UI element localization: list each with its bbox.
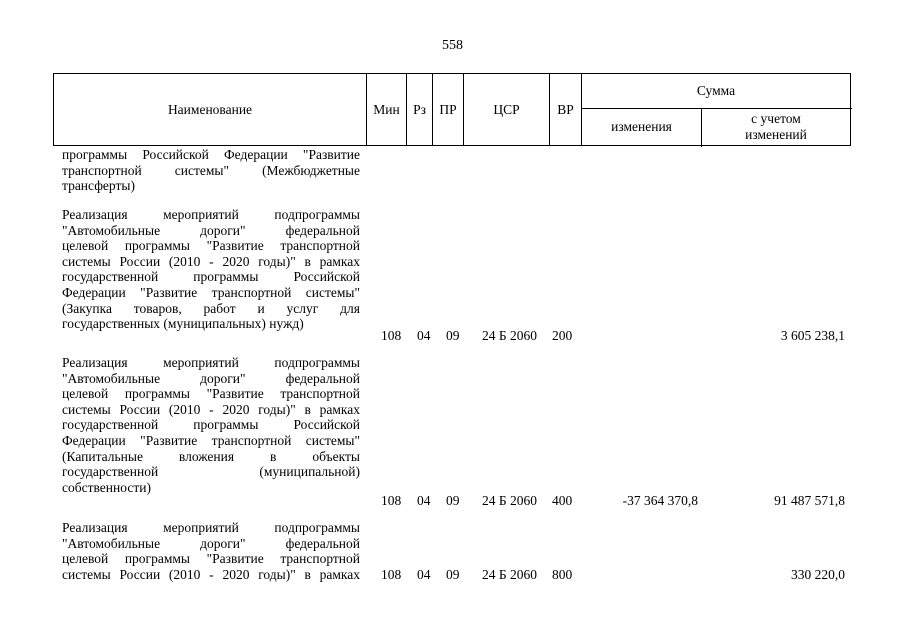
row-name-line: программы Российской Федерации "Развитие <box>62 147 360 162</box>
cell-rz: 04 <box>417 567 431 582</box>
header-pr: ПР <box>439 101 457 117</box>
header-s-uchetom-line2: изменений <box>745 127 807 142</box>
row-name-line: транспортной системы" (Межбюджетные <box>62 162 360 178</box>
header-vr: ВР <box>557 101 574 117</box>
cell-pr: 09 <box>446 567 460 582</box>
row-name-line: Реализация мероприятий подпрограммы <box>62 520 360 535</box>
row-name-line: собственности) <box>62 479 151 495</box>
row-name-line: системы России (2010 - 2020 годы)" в рамках <box>62 253 360 269</box>
row-name-line: Федерации "Развитие транспортной системы" <box>62 432 360 448</box>
cell-csr: 24 Б 2060 <box>482 567 538 582</box>
cell-pr: 09 <box>446 328 460 343</box>
cell-csr: 24 Б 2060 <box>482 328 538 343</box>
row-name-line: Реализация мероприятий подпрограммы <box>62 355 360 370</box>
cell-min: 108 <box>381 567 402 582</box>
row-name <box>62 355 360 495</box>
cell-total: 91 487 571,8 <box>774 493 845 508</box>
row-name-line: государственной программы Российской <box>62 417 360 433</box>
row-name-line: целевой программы "Развитие транспортной <box>62 238 360 254</box>
cell-csr: 24 Б 2060 <box>482 493 538 508</box>
row-name-line: системы России (2010 - 2020 годы)" в рамках <box>62 401 360 417</box>
table-header <box>53 73 851 146</box>
row-name-line: целевой программы "Развитие транспортной <box>62 551 360 567</box>
cell-vr: 200 <box>552 328 573 343</box>
cell-vr: 400 <box>552 493 573 508</box>
header-s-uchetom-line1: с учетом <box>751 111 801 126</box>
header-name: Наименование <box>167 101 253 117</box>
header-rz: Рз <box>413 101 426 117</box>
row-name-line: (Капитальные вложения в объекты <box>62 448 360 464</box>
cell-min: 108 <box>381 328 402 343</box>
cell-min: 108 <box>381 493 402 508</box>
row-name <box>62 207 360 332</box>
cell-vr: 800 <box>552 567 573 582</box>
page-number: 558 <box>442 38 463 53</box>
cell-rz: 04 <box>417 328 431 343</box>
row-name-line: "Автомобильные дороги" федеральной <box>62 222 360 238</box>
cell-izmeneniya: -37 364 370,8 <box>622 493 698 508</box>
row-name-line: Реализация мероприятий подпрограммы <box>62 207 360 222</box>
row-name <box>62 147 360 194</box>
cell-pr: 09 <box>446 493 460 508</box>
row-name-line: государственных (муниципальных) нужд) <box>62 316 304 332</box>
row-name-line: (Закупка товаров, работ и услуг для <box>62 300 360 316</box>
cell-rz: 04 <box>417 493 431 508</box>
cell-total: 3 605 238,1 <box>780 328 845 343</box>
row-name-line: Федерации "Развитие транспортной системы" <box>62 284 360 300</box>
row-name-line: "Автомобильные дороги" федеральной <box>62 370 360 386</box>
header-summa: Сумма <box>696 83 736 98</box>
cell-total: 330 220,0 <box>791 567 845 582</box>
row-name-line: целевой программы "Развитие транспортной <box>62 386 360 402</box>
row-name-line: "Автомобильные дороги" федеральной <box>62 535 360 551</box>
row-name <box>62 520 360 582</box>
header-s-uchetom <box>702 109 850 145</box>
header-izmeneniya: изменения <box>611 119 672 134</box>
row-name-line: государственной (муниципальной) <box>62 464 360 480</box>
row-name-line: системы России (2010 - 2020 годы)" в рамках <box>62 566 360 582</box>
row-name-line: государственной программы Российской <box>62 269 360 285</box>
header-csr: ЦСР <box>493 101 520 117</box>
row-name-line: трансферты) <box>62 178 135 194</box>
header-min: Мин <box>373 101 400 117</box>
